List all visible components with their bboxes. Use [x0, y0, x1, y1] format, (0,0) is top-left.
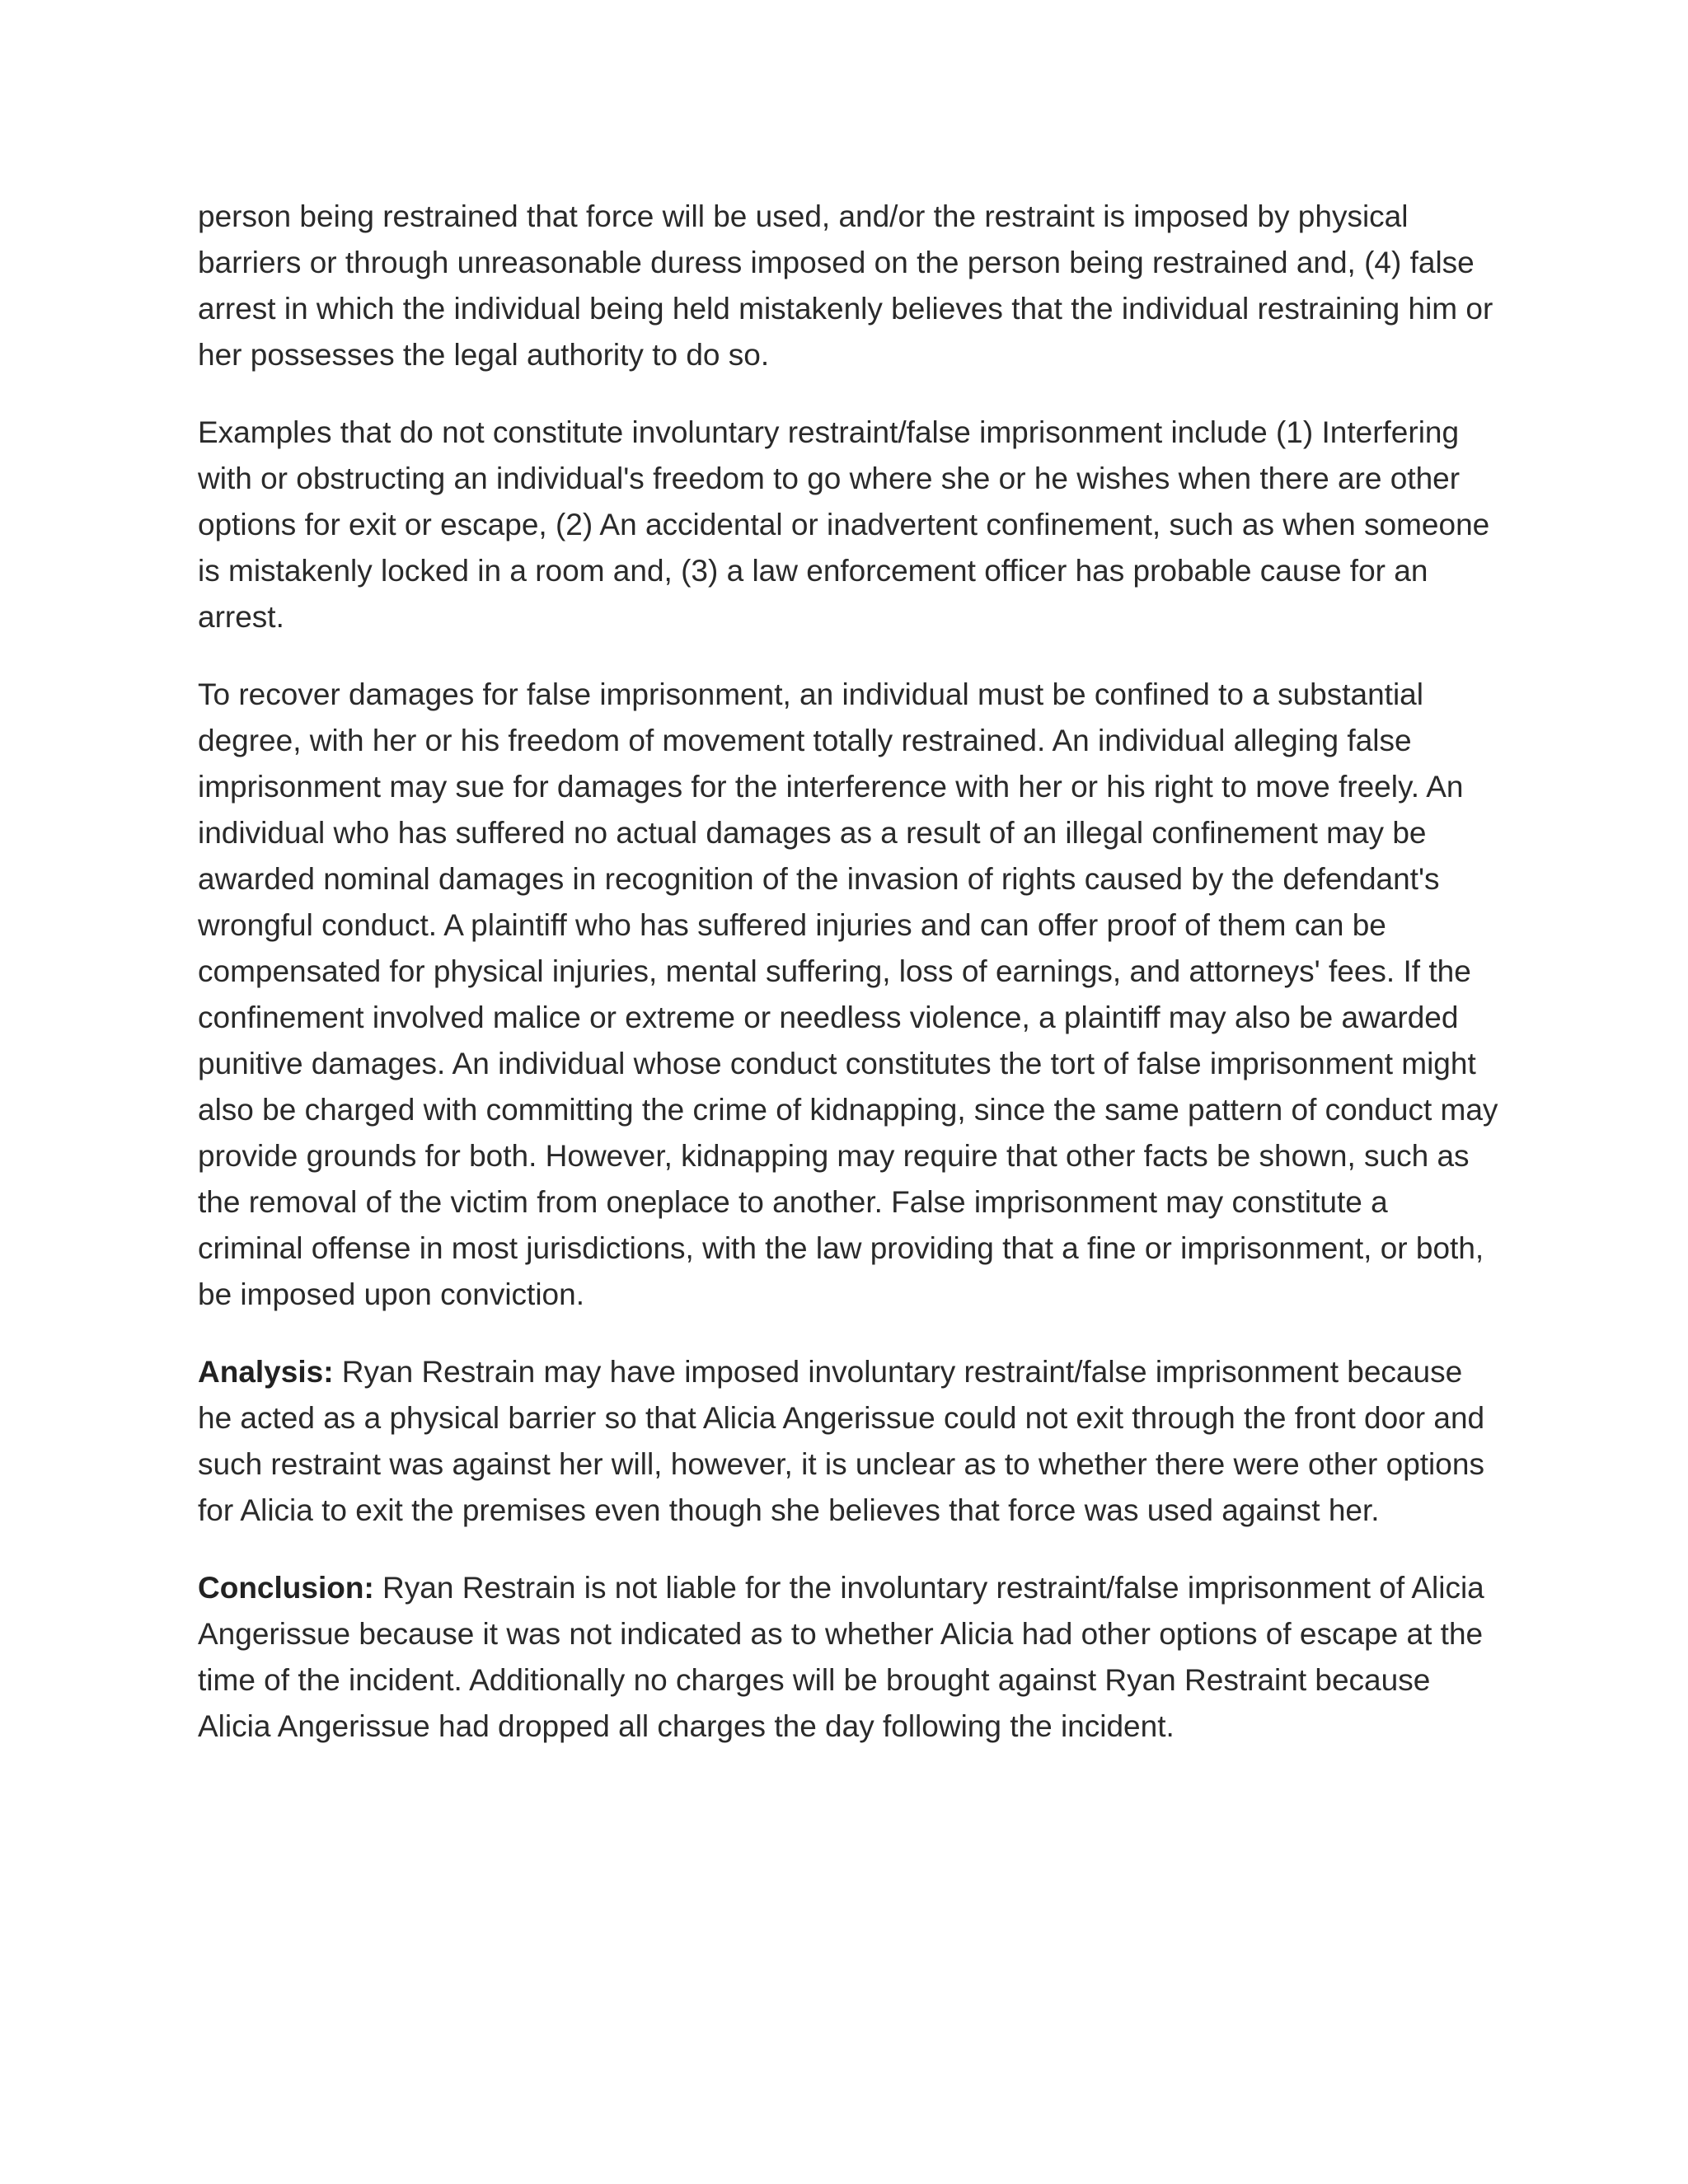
paragraph-text: To recover damages for false imprisonment, an individual must be confined to a substantial degree, with her or his freedom of movement totally restrained. An individual alleging false imprisonment may sue for damages for the interference with her or his right to move freely. An individual who has suffered no actual damages as a result of an illegal confinement may be awarded nominal damages in recognition of the invasion of rights caused by the defendant's wrongful conduct. A plaintiff who has suffered injuries and can offer proof of them can be compensated for physical injuries, mental suffering, loss of earnings, and attorneys' fees. If the confinement involved malice or extreme or needless violence, a plaintiff may also be awarded punitive damages. An individual whose conduct constitutes the tort of false imprisonment might also be charged with committing the crime of kidnapping, since the same pattern of conduct may provide grounds for both. However, kidnapping may require that other facts be shown, such as the removal of the victim from oneplace to another. False imprisonment may constitute a criminal offense in most jurisdictions, with the law providing that a fine or imprisonment, or both, be imposed upon conviction. [198, 677, 1498, 1311]
paragraph-examples [198, 410, 1500, 640]
paragraph-damages [198, 672, 1500, 1318]
paragraph-analysis [198, 1349, 1500, 1534]
analysis-label: Analysis: [198, 1355, 334, 1389]
paragraph-false-arrest [198, 194, 1500, 378]
conclusion-label: Conclusion: [198, 1571, 374, 1605]
paragraph-text: Ryan Restrain is not liable for the involuntary restraint/false imprisonment of Alicia Angerissue because it was not indicated as to whether Alicia had other options of escape at the time of the incident. Additionally no charges will be brought against Ryan Restraint because Alicia Angerissue had dropped all charges the day following the incident. [198, 1571, 1484, 1743]
paragraph-conclusion [198, 1565, 1500, 1750]
document-body [198, 194, 1500, 1781]
paragraph-text: Examples that do not constitute involuntary restraint/false imprisonment include (1) Interfering with or obstructing an individual's freedom to go where she or he wishes when there are other options for exit or escape, (2) An accidental or inadvertent confinement, such as when someone is mistakenly locked in a room and, (3) a law enforcement officer has probable cause for an arrest. [198, 415, 1490, 634]
paragraph-text: Ryan Restrain may have imposed involuntary restraint/false imprisonment because he acted as a physical barrier so that Alicia Angerissue could not exit through the front door and such restraint was against her will, however, it is unclear as to whether there were other options for Alicia to exit the premises even though she believes that force was used against her. [198, 1355, 1485, 1527]
paragraph-text: person being restrained that force will be used, and/or the restraint is imposed by physical barriers or through unreasonable duress imposed on the person being restrained and, (4) false arrest in which the individual being held mistakenly believes that the individual restraining him or her possesses the legal authority to do so. [198, 199, 1493, 372]
